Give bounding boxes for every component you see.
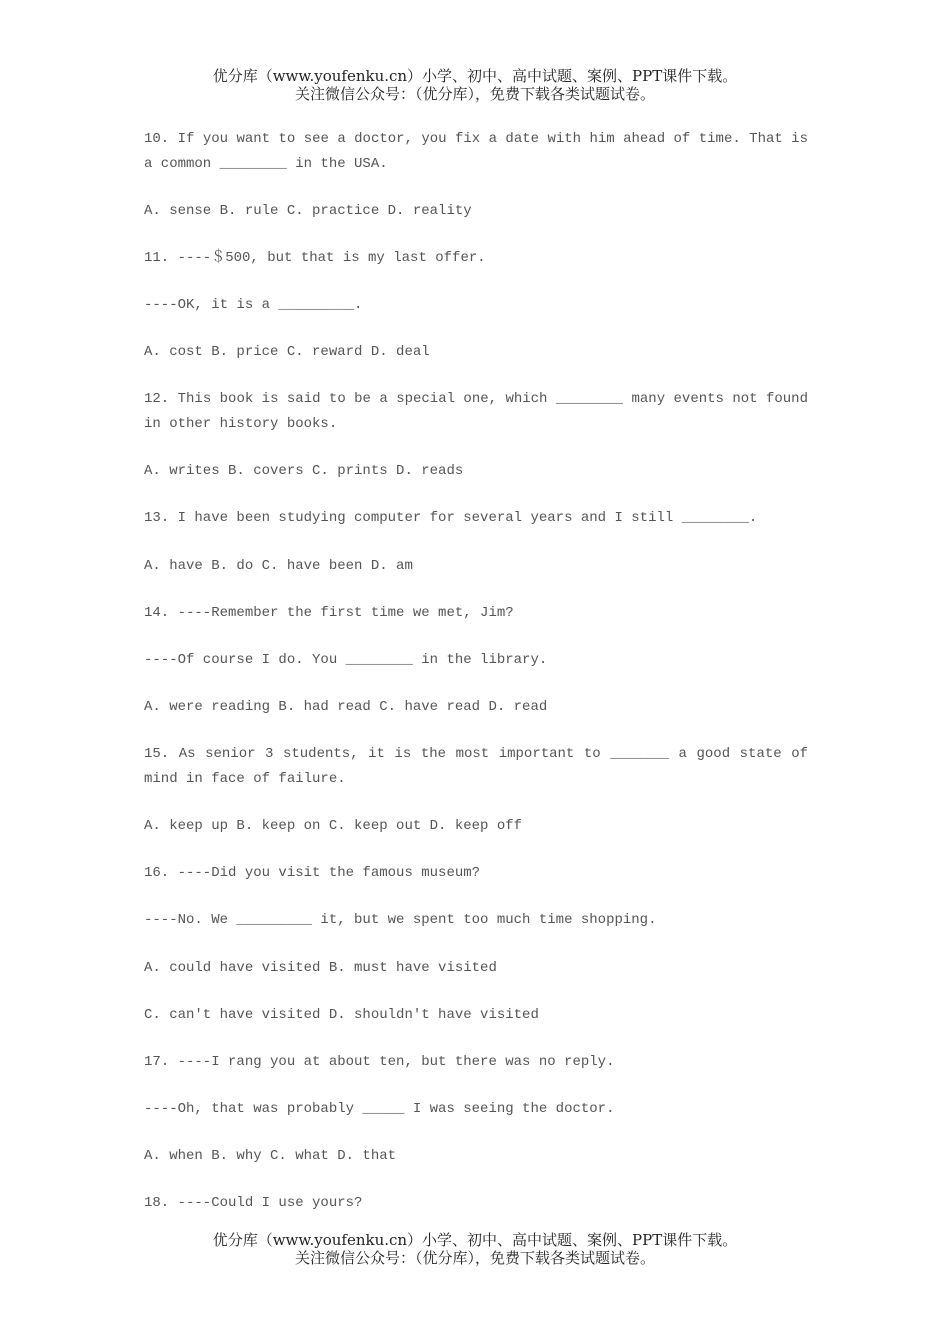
page-footer	[0, 1231, 950, 1267]
question-18-stem: 18. ----Could I use yours?	[144, 1195, 363, 1212]
question-17-reply: ----Oh, that was probably _____ I was seeing the doctor.	[144, 1101, 615, 1118]
question-12-stem: 12. This book is said to be a special one, which ________ many events not found in other history books.	[144, 391, 817, 432]
question-11-reply: ----OK, it is a _________.	[144, 297, 363, 314]
question-13-stem: 13. I have been studying computer for several years and I still ________.	[144, 510, 758, 527]
footer-line-1: 优分库（www.youfenku.cn）小学、初中、高中试题、案例、PPT课件下载。	[212, 1231, 738, 1249]
question-14-stem: 14. ----Remember the first time we met, Jim?	[144, 604, 514, 621]
header-line-2: 关注微信公众号：（优分库），免费下载各类试题试卷。	[294, 85, 655, 103]
question-12-options: A. writes B. covers C. prints D. reads	[144, 463, 464, 480]
question-16-stem: 16. ----Did you visit the famous museum?	[144, 865, 481, 882]
question-11-stem: 11. ----＄500, but that is my last offer.	[144, 249, 486, 266]
question-10-stem: 10. If you want to see a doctor, you fix a date with him ahead of time. That is a common ________ in the USA.	[144, 131, 817, 172]
question-11-options: A. cost B. price C. reward D. deal	[144, 344, 430, 361]
question-14-options: A. were reading B. had read C. have read D. read	[144, 699, 548, 716]
question-16-options-cd: C. can't have visited D. shouldn't have visited	[144, 1006, 539, 1023]
header-line-1: 优分库（www.youfenku.cn）小学、初中、高中试题、案例、PPT课件下载。	[212, 67, 738, 85]
question-10-options: A. sense B. rule C. practice D. reality	[144, 202, 472, 219]
question-14-reply: ----Of course I do. You ________ in the library.	[144, 651, 548, 668]
footer-line-2: 关注微信公众号：（优分库），免费下载各类试题试卷。	[294, 1249, 655, 1267]
question-13-options: A. have B. do C. have been D. am	[144, 557, 413, 574]
document-body	[144, 127, 817, 1239]
question-15-stem: 15. As senior 3 students, it is the most important to _______ a good state of mind in face of failure.	[144, 746, 817, 787]
question-17-options: A. when B. why C. what D. that	[144, 1148, 397, 1165]
page-header	[0, 67, 950, 103]
question-15-options: A. keep up B. keep on C. keep out D. keep off	[144, 817, 523, 834]
question-16-options-ab: A. could have visited B. must have visited	[144, 959, 497, 976]
question-17-stem: 17. ----I rang you at about ten, but there was no reply.	[144, 1053, 615, 1070]
question-16-reply: ----No. We _________ it, but we spent too much time shopping.	[144, 912, 657, 929]
